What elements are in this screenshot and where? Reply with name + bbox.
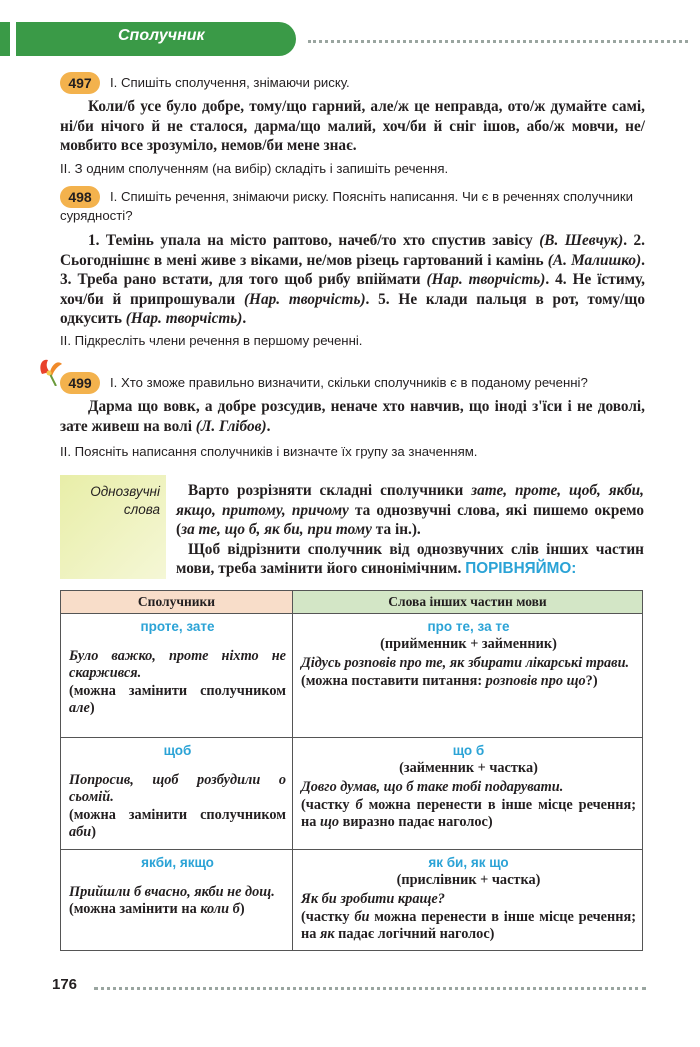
rule-p1-a: Варто розрізняти складні сполучники — [188, 482, 472, 499]
note-end: виразно падає наголос) — [339, 814, 493, 830]
table-cell-right — [293, 738, 643, 850]
note-end: падає логічний наголос) — [334, 926, 495, 942]
word-keyword: про те, за те — [427, 619, 510, 634]
exercise-497-text — [60, 97, 645, 156]
word-keyword: що б — [452, 743, 485, 758]
source-2: (А. Малишко) — [547, 251, 642, 269]
word-example: Дідусь розповів про те, як збирати лікарські трави. — [301, 655, 630, 671]
table-header-row — [61, 591, 643, 614]
table-cell-right — [293, 614, 643, 738]
word-note — [301, 909, 636, 944]
word-note — [301, 673, 636, 691]
footer-dotted-rule — [94, 987, 646, 990]
note-keyword: але — [69, 700, 90, 716]
word-type: (займенник + частка) — [399, 759, 538, 776]
conjunction-example: Прийшли б вчасно, якби не дощ. — [69, 883, 275, 900]
exercise-number-497: 497 — [60, 72, 100, 94]
page-number: 176 — [52, 976, 78, 993]
conjunction-note — [69, 807, 286, 842]
rule-p1-b: та однозвучні слова, які пишемо окремо ( — [176, 501, 644, 538]
table-cell-left — [61, 614, 293, 738]
sentence-1: 1. Темінь упала на місто раптово, начеб/то хто спустив завісу — [88, 232, 540, 249]
note-text: (можна замінити сполучником — [69, 682, 286, 699]
exercise-499-task2: ІІ. Поясніть написання сполучників і визначте їх групу за значенням. — [60, 444, 478, 459]
conjunction-example: Попросив, щоб розбудили о сьомій. — [69, 771, 286, 805]
table-cell-left — [61, 850, 293, 951]
note-keyword: коли б — [200, 901, 240, 917]
rule-paragraph-1 — [176, 481, 644, 540]
sentence-end: . — [242, 310, 247, 327]
exercise-498-task: І. Спишіть речення, знімаючи риску. Поясніть написання. Чи є в реченнях сполучники сурядності? — [60, 189, 633, 223]
rule-side-label: Однозвучні слова — [90, 484, 160, 517]
header-dotted-rule — [308, 40, 688, 43]
word-example: Довго думав, що б таке тобі подарувати. — [301, 779, 564, 795]
note-keyword-2: що — [319, 814, 340, 830]
note-middle: можна перенести в інше місце речення; на — [301, 908, 636, 942]
exercise-497-task: І. Спишіть сполучення, знімаючи риску. — [110, 75, 350, 90]
word-keyword: як би, як що — [428, 855, 509, 870]
note-text: (можна поставити питання: — [301, 672, 486, 689]
table-row — [61, 614, 643, 738]
rule-paragraph-2 — [176, 540, 644, 579]
note-text: (частку — [301, 908, 355, 925]
exercise-498-task2: ІІ. Підкресліть члени речення в першому реченні. — [60, 333, 363, 348]
rule-p1-conjunctions: зате, проте, щоб, якби, якщо, притому, причому — [176, 482, 644, 519]
rule-compare-label: ПОРІВНЯЙМО: — [465, 560, 577, 577]
word-note — [301, 797, 636, 832]
note-keyword: аби — [69, 824, 92, 840]
comparison-table — [60, 590, 643, 951]
conjunction-keyword: щоб — [163, 743, 192, 758]
exercise-498-sentences — [60, 231, 645, 329]
source-5: (Нар. творчість) — [125, 310, 243, 327]
sentence-5: . 5. Не клади пальця в рот, тому/що одкусить — [60, 290, 645, 327]
source-3: (Нар. творчість) — [426, 271, 546, 288]
note-end: ?) — [585, 672, 598, 689]
exercise-number-499: 499 — [60, 372, 100, 394]
note-end: ) — [239, 901, 245, 917]
exercise-499-task: І. Хто зможе правильно визначити, скільки сполучників є в поданому реченні? — [110, 375, 588, 390]
sentence-3: . 3. Треба рано встати, для того щоб рибу впіймати — [60, 251, 645, 288]
table-header-other-words: Слова інших частин мови — [293, 591, 643, 614]
word-type: (прийменник + займенник) — [380, 635, 557, 652]
sentence-2: . 2. Сьогоднішнє в мені живе з віками, не/мов різець гартований і камінь — [60, 232, 645, 269]
conjunction-example: Було важко, проте ніхто не скаржився. — [69, 647, 286, 681]
word-type: (прислівник + частка) — [396, 871, 541, 888]
source-1: (В. Шевчук) — [539, 232, 624, 249]
exercise-499-text — [60, 397, 645, 436]
exercise-497-task2: ІІ. З одним сполученням (на вибір) складіть і запишіть речення. — [60, 161, 449, 176]
chapter-title: Сполучник — [118, 27, 205, 44]
conjunction-keyword: якби, якщо — [141, 855, 214, 870]
note-middle: можна перенести в інше місце речення; на — [301, 796, 636, 830]
fable-source: (Л. Глібов) — [195, 417, 267, 435]
conjunction-note — [69, 683, 286, 718]
note-end: ) — [89, 700, 95, 716]
exercise-499-sentence — [60, 397, 645, 436]
table-row — [61, 850, 643, 951]
note-keyword-2: як — [319, 926, 335, 942]
exercise-497-phrases: Коли/б усе було добре, тому/що гарний, але/ж це неправда, ото/ж думайте самі, ні/би нічого й не сталося, дарма/що малий, хоч/би й сніг ішов, або/ж мовчи, не/мовбито все зрозуміло, немов/би мене знає. — [60, 98, 645, 154]
fable-text: Дарма що вовк, а добре розсудив, неначе хто навчив, що іноді з'їси і не доволі, зате живеш на волі — [60, 398, 645, 435]
table-row — [61, 738, 643, 850]
note-text: (можна замінити сполучником — [69, 806, 286, 823]
conjunction-note — [69, 901, 286, 919]
exercise-498-text — [60, 231, 645, 329]
rule-p1-separate: за те, що б, як би, при тому — [181, 521, 372, 538]
note-end: ) — [91, 824, 96, 840]
rule-text — [176, 481, 644, 579]
fable-end: . — [266, 417, 271, 435]
header-bar-accent — [0, 22, 10, 56]
note-keyword: б — [355, 796, 363, 813]
sentence-4: . 4. Не їстиму, хоч/би й припрошували — [60, 271, 645, 308]
table-cell-right — [293, 850, 643, 951]
note-text: (можна замінити на — [69, 901, 201, 917]
rule-p1-c: та ін.). — [371, 521, 421, 538]
note-keyword: би — [354, 908, 370, 925]
source-4: (Нар. творчість) — [243, 290, 366, 308]
rule-p2-text: Щоб відрізнити сполучник від однозвучних слів інших частин мови, треба замінити його синонімічним. — [176, 540, 644, 577]
table-header-conjunctions: Сполучники — [61, 591, 293, 614]
exercise-number-498: 498 — [60, 186, 100, 208]
conjunction-keyword: проте, зате — [140, 619, 215, 634]
table-cell-left — [61, 738, 293, 850]
note-text: (частку — [301, 796, 356, 813]
note-keyword: розповів про що — [485, 672, 586, 689]
word-example: Як би зробити краще? — [301, 891, 445, 907]
